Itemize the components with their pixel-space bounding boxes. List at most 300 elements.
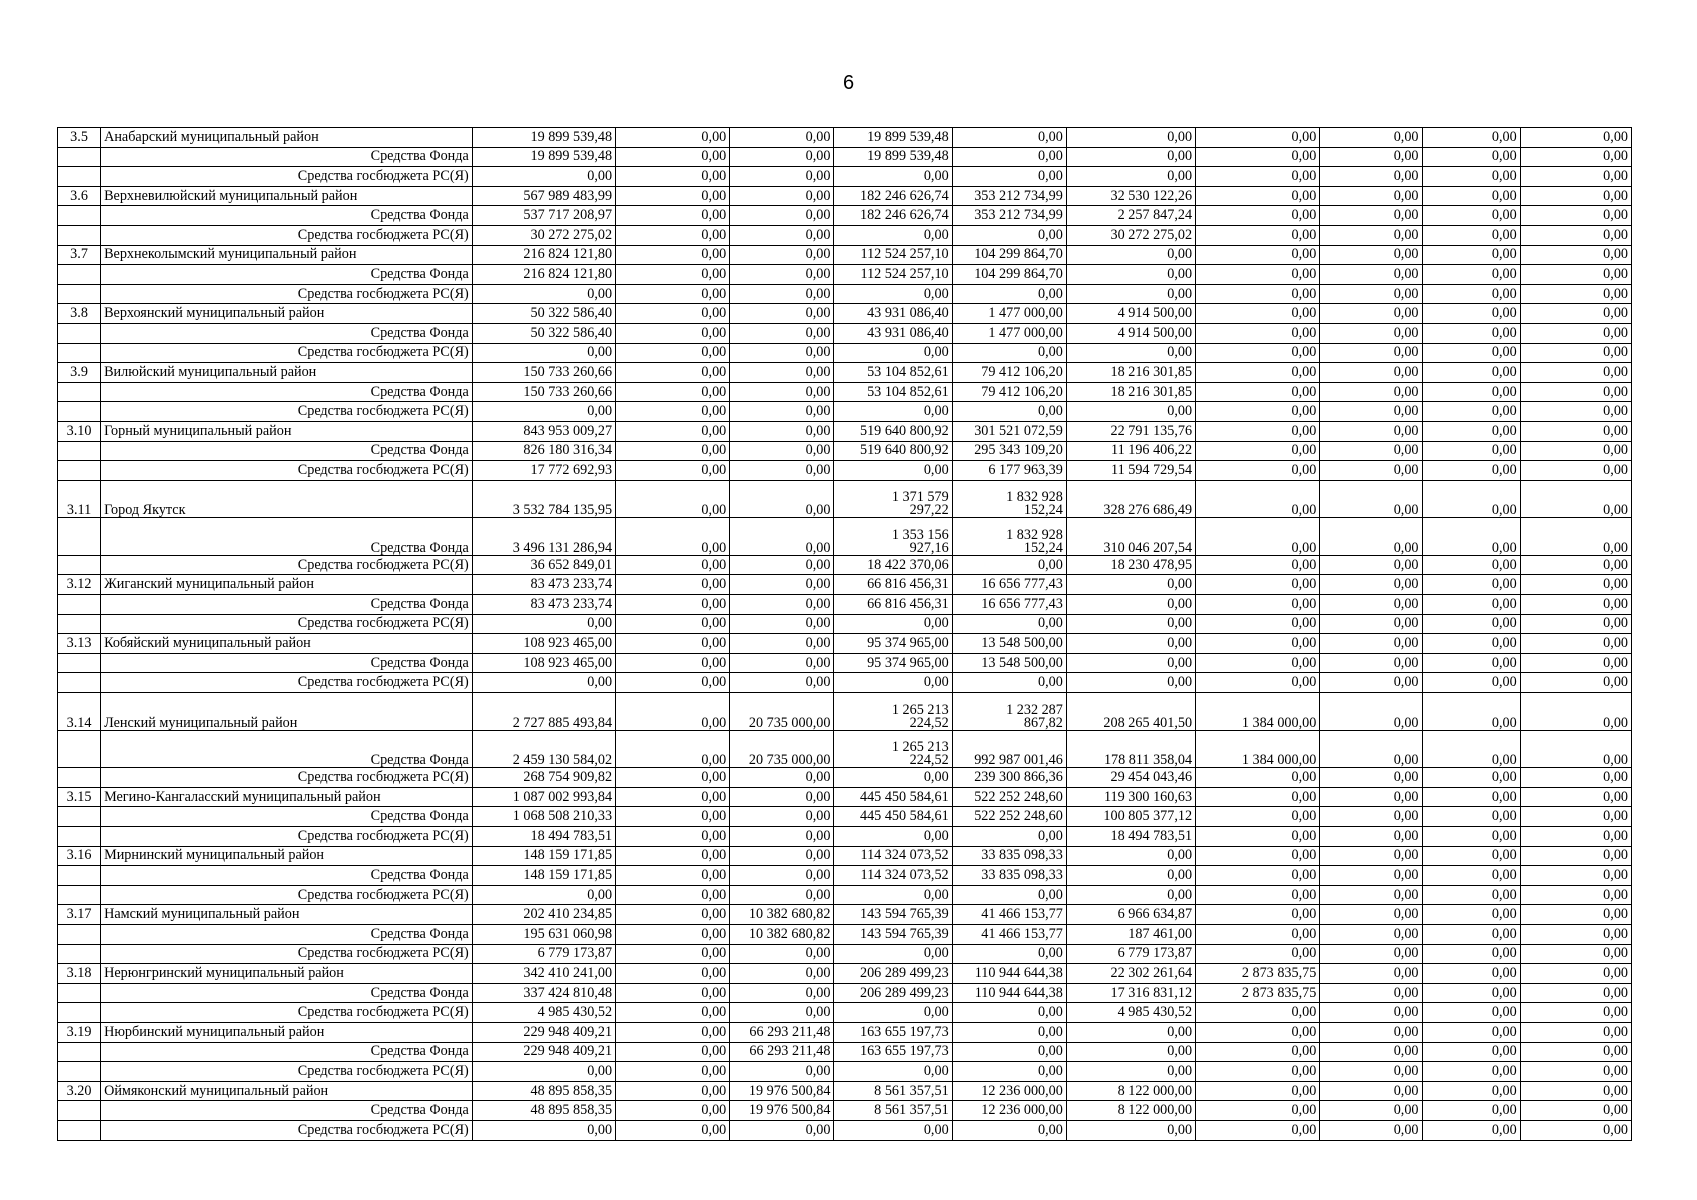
amount-cell: 0,00 <box>1422 480 1520 518</box>
row-index <box>58 343 101 363</box>
amount-cell: 19 899 539,48 <box>472 128 615 148</box>
amount-line: 297,22 <box>909 502 949 518</box>
amount-cell: 0,00 <box>1422 167 1520 187</box>
amount-cell: 0,00 <box>730 1003 834 1023</box>
amount-cell: 0,00 <box>472 1062 615 1082</box>
amount-cell: 50 322 586,40 <box>472 304 615 324</box>
amount-cell: 0,00 <box>472 343 615 363</box>
amount-cell: 0,00 <box>1422 1003 1520 1023</box>
district-name: Кобяйский муниципальный район <box>101 634 473 654</box>
amount-cell: 95 374 965,00 <box>834 653 952 673</box>
amount-cell: 0,00 <box>1422 614 1520 634</box>
amount-cell: 2 873 835,75 <box>1196 964 1320 984</box>
amount-cell: 0,00 <box>616 885 730 905</box>
amount-cell: 0,00 <box>616 575 730 595</box>
amount-cell: 208 265 401,50 <box>1066 693 1195 731</box>
amount-cell: 0,00 <box>1320 924 1422 944</box>
table-container <box>57 127 1632 1141</box>
district-name: Мирнинский муниципальный район <box>101 846 473 866</box>
amount-cell: 353 212 734,99 <box>952 206 1066 226</box>
amount-cell: 0,00 <box>616 807 730 827</box>
amount-cell: 18 230 478,95 <box>1066 555 1195 575</box>
funding-source: Средства Фонда <box>101 807 473 827</box>
amount-cell: 0,00 <box>1320 363 1422 383</box>
amount-cell: 0,00 <box>1320 673 1422 693</box>
amount-cell: 342 410 241,00 <box>472 964 615 984</box>
amount-cell: 0,00 <box>1520 363 1631 383</box>
amount-cell: 0,00 <box>616 1022 730 1042</box>
row-index <box>58 924 101 944</box>
amount-cell: 0,00 <box>1320 1042 1422 1062</box>
amount-cell: 36 652 849,01 <box>472 555 615 575</box>
amount-cell: 0,00 <box>616 983 730 1003</box>
amount-cell: 0,00 <box>1196 1022 1320 1042</box>
row-index <box>58 555 101 575</box>
amount-cell: 2 257 847,24 <box>1066 206 1195 226</box>
district-row <box>58 245 1632 265</box>
source-row <box>58 595 1632 615</box>
amount-cell: 0,00 <box>1520 402 1631 422</box>
funding-source: Средства Фонда <box>101 441 473 461</box>
amount-cell: 0,00 <box>730 421 834 441</box>
amount-cell: 0,00 <box>616 186 730 206</box>
amount-cell: 0,00 <box>1196 944 1320 964</box>
amount-cell <box>834 730 952 768</box>
amount-cell: 0,00 <box>1520 382 1631 402</box>
amount-cell: 0,00 <box>1520 827 1631 847</box>
funding-source: Средства Фонда <box>101 382 473 402</box>
amount-cell: 0,00 <box>616 128 730 148</box>
amount-cell: 8 122 000,00 <box>1066 1081 1195 1101</box>
amount-cell: 0,00 <box>1066 245 1195 265</box>
amount-cell: 0,00 <box>1066 575 1195 595</box>
amount-cell: 0,00 <box>1320 284 1422 304</box>
amount-cell: 0,00 <box>616 1101 730 1121</box>
amount-cell: 187 461,00 <box>1066 924 1195 944</box>
amount-cell: 1 384 000,00 <box>1196 730 1320 768</box>
amount-cell: 0,00 <box>1422 225 1520 245</box>
funding-source: Средства госбюджета РС(Я) <box>101 944 473 964</box>
amount-cell: 0,00 <box>616 363 730 383</box>
amount-cell: 0,00 <box>730 827 834 847</box>
amount-cell: 229 948 409,21 <box>472 1042 615 1062</box>
source-row <box>58 1042 1632 1062</box>
amount-cell: 0,00 <box>1066 885 1195 905</box>
amount-cell: 0,00 <box>1422 461 1520 481</box>
amount-cell: 0,00 <box>952 343 1066 363</box>
amount-cell: 0,00 <box>616 614 730 634</box>
table-body <box>58 128 1632 1141</box>
amount-cell: 0,00 <box>1196 206 1320 226</box>
amount-cell: 0,00 <box>1320 461 1422 481</box>
amount-cell: 79 412 106,20 <box>952 363 1066 383</box>
amount-cell: 0,00 <box>616 284 730 304</box>
amount-cell: 0,00 <box>616 905 730 925</box>
amount-cell: 0,00 <box>1196 265 1320 285</box>
amount-cell: 0,00 <box>1196 807 1320 827</box>
amount-cell: 0,00 <box>1066 595 1195 615</box>
amount-line: 1 353 156 <box>891 526 949 543</box>
amount-cell: 0,00 <box>952 1062 1066 1082</box>
amount-cell: 0,00 <box>616 693 730 731</box>
amount-cell: 16 656 777,43 <box>952 575 1066 595</box>
amount-cell: 83 473 233,74 <box>472 575 615 595</box>
amount-cell: 195 631 060,98 <box>472 924 615 944</box>
amount-cell: 8 122 000,00 <box>1066 1101 1195 1121</box>
row-index: 3.12 <box>58 575 101 595</box>
amount-cell: 0,00 <box>472 673 615 693</box>
source-row <box>58 983 1632 1003</box>
amount-cell: 0,00 <box>1196 1101 1320 1121</box>
amount-cell: 0,00 <box>730 614 834 634</box>
funding-source: Средства Фонда <box>101 518 473 556</box>
source-row <box>58 206 1632 226</box>
amount-cell: 0,00 <box>1520 1081 1631 1101</box>
amount-cell: 0,00 <box>1422 1101 1520 1121</box>
amount-cell: 0,00 <box>1196 846 1320 866</box>
funding-source: Средства госбюджета РС(Я) <box>101 402 473 422</box>
amount-cell: 0,00 <box>1520 186 1631 206</box>
amount-cell: 0,00 <box>1422 1120 1520 1140</box>
amount-cell: 0,00 <box>1320 167 1422 187</box>
amount-cell: 0,00 <box>730 964 834 984</box>
amount-cell: 519 640 800,92 <box>834 421 952 441</box>
funding-source: Средства госбюджета РС(Я) <box>101 1062 473 1082</box>
amount-cell: 0,00 <box>1422 595 1520 615</box>
row-index <box>58 614 101 634</box>
amount-cell: 0,00 <box>1196 595 1320 615</box>
row-index: 3.20 <box>58 1081 101 1101</box>
amount-cell: 0,00 <box>730 846 834 866</box>
amount-cell: 0,00 <box>1422 924 1520 944</box>
amount-cell: 0,00 <box>1422 147 1520 167</box>
amount-cell: 0,00 <box>1422 363 1520 383</box>
amount-cell: 0,00 <box>616 441 730 461</box>
amount-cell: 0,00 <box>834 944 952 964</box>
page-number: 6 <box>842 72 855 94</box>
amount-cell: 8 561 357,51 <box>834 1101 952 1121</box>
amount-cell: 0,00 <box>1422 807 1520 827</box>
amount-cell: 0,00 <box>616 1042 730 1062</box>
amount-cell: 0,00 <box>1196 402 1320 422</box>
amount-cell: 0,00 <box>1422 768 1520 788</box>
amount-cell <box>952 693 1066 731</box>
amount-cell: 19 899 539,48 <box>834 128 952 148</box>
amount-cell: 0,00 <box>1422 905 1520 925</box>
amount-cell: 0,00 <box>1320 518 1422 556</box>
source-row <box>58 1120 1632 1140</box>
row-index: 3.6 <box>58 186 101 206</box>
source-row <box>58 343 1632 363</box>
amount-cell: 0,00 <box>616 768 730 788</box>
amount-cell: 17 316 831,12 <box>1066 983 1195 1003</box>
amount-cell: 0,00 <box>1520 461 1631 481</box>
amount-cell: 0,00 <box>1196 905 1320 925</box>
amount-cell: 0,00 <box>834 614 952 634</box>
amount-cell: 19 899 539,48 <box>472 147 615 167</box>
amount-cell: 0,00 <box>730 343 834 363</box>
amount-cell: 0,00 <box>1520 343 1631 363</box>
amount-cell: 0,00 <box>1196 167 1320 187</box>
amount-cell: 43 931 086,40 <box>834 323 952 343</box>
amount-cell: 0,00 <box>952 827 1066 847</box>
amount-cell: 0,00 <box>1422 128 1520 148</box>
amount-cell: 0,00 <box>952 673 1066 693</box>
source-row <box>58 1101 1632 1121</box>
amount-cell: 843 953 009,27 <box>472 421 615 441</box>
row-index <box>58 983 101 1003</box>
amount-cell: 6 779 173,87 <box>472 944 615 964</box>
amount-cell: 229 948 409,21 <box>472 1022 615 1042</box>
district-row <box>58 1022 1632 1042</box>
amount-cell: 0,00 <box>1422 944 1520 964</box>
source-row <box>58 402 1632 422</box>
amount-cell: 0,00 <box>1196 1081 1320 1101</box>
amount-cell: 0,00 <box>730 944 834 964</box>
amount-cell: 1 384 000,00 <box>1196 693 1320 731</box>
district-name: Оймяконский муниципальный район <box>101 1081 473 1101</box>
amount-cell: 0,00 <box>1320 186 1422 206</box>
amount-cell: 0,00 <box>1320 441 1422 461</box>
amount-cell: 0,00 <box>1196 421 1320 441</box>
funding-source: Средства госбюджета РС(Я) <box>101 1003 473 1023</box>
district-name: Горный муниципальный район <box>101 421 473 441</box>
district-name: Вилюйский муниципальный район <box>101 363 473 383</box>
amount-cell: 0,00 <box>1196 1062 1320 1082</box>
amount-cell: 0,00 <box>616 206 730 226</box>
amount-cell: 992 987 001,46 <box>952 730 1066 768</box>
row-index: 3.14 <box>58 693 101 731</box>
row-index <box>58 1120 101 1140</box>
amount-cell: 328 276 686,49 <box>1066 480 1195 518</box>
amount-cell: 0,00 <box>1320 866 1422 886</box>
district-row <box>58 787 1632 807</box>
amount-cell: 0,00 <box>1196 768 1320 788</box>
amount-cell: 0,00 <box>730 402 834 422</box>
amount-cell: 108 923 465,00 <box>472 653 615 673</box>
amount-cell: 0,00 <box>1196 634 1320 654</box>
amount-cell: 0,00 <box>1422 343 1520 363</box>
amount-cell: 104 299 864,70 <box>952 245 1066 265</box>
funding-source: Средства Фонда <box>101 595 473 615</box>
amount-cell: 0,00 <box>730 866 834 886</box>
funding-source: Средства Фонда <box>101 653 473 673</box>
amount-cell: 0,00 <box>730 1062 834 1082</box>
amount-cell: 150 733 260,66 <box>472 382 615 402</box>
amount-cell: 0,00 <box>1520 787 1631 807</box>
amount-cell: 66 293 211,48 <box>730 1042 834 1062</box>
amount-cell: 0,00 <box>1422 575 1520 595</box>
amount-cell: 0,00 <box>1320 1120 1422 1140</box>
amount-cell: 0,00 <box>1422 382 1520 402</box>
amount-cell: 445 450 584,61 <box>834 807 952 827</box>
amount-line: 152,24 <box>1023 502 1063 518</box>
amount-cell: 0,00 <box>1066 614 1195 634</box>
amount-cell: 0,00 <box>616 147 730 167</box>
amount-cell: 0,00 <box>1422 284 1520 304</box>
amount-cell: 0,00 <box>730 983 834 1003</box>
row-index <box>58 768 101 788</box>
amount-cell: 0,00 <box>1520 167 1631 187</box>
source-row <box>58 518 1632 556</box>
amount-cell: 0,00 <box>1320 595 1422 615</box>
amount-cell: 0,00 <box>1196 1003 1320 1023</box>
amount-cell: 0,00 <box>1196 653 1320 673</box>
amount-cell: 0,00 <box>1196 245 1320 265</box>
amount-cell: 0,00 <box>1320 730 1422 768</box>
amount-cell: 0,00 <box>1066 402 1195 422</box>
amount-cell: 0,00 <box>1520 866 1631 886</box>
amount-cell: 0,00 <box>834 673 952 693</box>
funding-source: Средства Фонда <box>101 1042 473 1062</box>
amount-cell: 0,00 <box>616 827 730 847</box>
amount-cell: 0,00 <box>952 1042 1066 1062</box>
row-index <box>58 323 101 343</box>
amount-cell: 18 216 301,85 <box>1066 382 1195 402</box>
amount-cell: 537 717 208,97 <box>472 206 615 226</box>
amount-line: 1 232 287 <box>1006 701 1063 718</box>
amount-cell: 0,00 <box>834 1120 952 1140</box>
amount-cell: 0,00 <box>730 807 834 827</box>
amount-cell: 0,00 <box>834 461 952 481</box>
district-row <box>58 480 1632 518</box>
amount-cell: 12 236 000,00 <box>952 1081 1066 1101</box>
amount-cell: 0,00 <box>1320 245 1422 265</box>
row-index: 3.15 <box>58 787 101 807</box>
amount-cell: 0,00 <box>1422 518 1520 556</box>
row-index <box>58 827 101 847</box>
district-row <box>58 421 1632 441</box>
row-index: 3.7 <box>58 245 101 265</box>
amount-cell: 8 561 357,51 <box>834 1081 952 1101</box>
amount-cell: 0,00 <box>1066 1022 1195 1042</box>
amount-cell: 17 772 692,93 <box>472 461 615 481</box>
amount-cell: 19 899 539,48 <box>834 147 952 167</box>
amount-cell: 0,00 <box>616 421 730 441</box>
amount-cell: 0,00 <box>730 128 834 148</box>
source-row <box>58 866 1632 886</box>
district-name: Город Якутск <box>101 480 473 518</box>
district-name: Верхоянский муниципальный район <box>101 304 473 324</box>
source-row <box>58 885 1632 905</box>
amount-cell: 0,00 <box>1520 807 1631 827</box>
amount-cell: 0,00 <box>730 284 834 304</box>
amount-cell: 0,00 <box>834 768 952 788</box>
amount-cell: 0,00 <box>730 265 834 285</box>
amount-cell: 0,00 <box>1066 343 1195 363</box>
row-index: 3.9 <box>58 363 101 383</box>
amount-cell: 0,00 <box>1520 128 1631 148</box>
amount-cell: 206 289 499,23 <box>834 964 952 984</box>
district-row <box>58 693 1632 731</box>
amount-cell: 206 289 499,23 <box>834 983 952 1003</box>
amount-cell: 0,00 <box>616 634 730 654</box>
amount-line: 152,24 <box>1023 539 1063 556</box>
amount-cell <box>952 518 1066 556</box>
amount-cell: 0,00 <box>1196 128 1320 148</box>
amount-cell: 0,00 <box>1520 225 1631 245</box>
amount-cell: 0,00 <box>952 944 1066 964</box>
amount-cell: 0,00 <box>1520 518 1631 556</box>
amount-cell: 0,00 <box>616 167 730 187</box>
amount-cell: 0,00 <box>952 402 1066 422</box>
amount-cell: 0,00 <box>1520 555 1631 575</box>
row-index <box>58 1101 101 1121</box>
funding-source: Средства Фонда <box>101 265 473 285</box>
amount-cell: 0,00 <box>1520 480 1631 518</box>
amount-cell: 0,00 <box>1320 653 1422 673</box>
row-index <box>58 402 101 422</box>
amount-cell: 108 923 465,00 <box>472 634 615 654</box>
amount-cell: 0,00 <box>952 614 1066 634</box>
amount-cell: 0,00 <box>1066 634 1195 654</box>
amount-cell: 0,00 <box>1320 480 1422 518</box>
amount-cell: 18 422 370,06 <box>834 555 952 575</box>
amount-cell: 18 494 783,51 <box>1066 827 1195 847</box>
amount-cell: 0,00 <box>1422 983 1520 1003</box>
amount-cell: 178 811 358,04 <box>1066 730 1195 768</box>
amount-cell: 0,00 <box>1196 461 1320 481</box>
amount-cell: 33 835 098,33 <box>952 866 1066 886</box>
row-index: 3.10 <box>58 421 101 441</box>
amount-cell: 0,00 <box>1196 147 1320 167</box>
source-row <box>58 441 1632 461</box>
amount-cell: 18 216 301,85 <box>1066 363 1195 383</box>
amount-cell: 0,00 <box>730 768 834 788</box>
row-index <box>58 807 101 827</box>
source-row <box>58 653 1632 673</box>
amount-cell: 0,00 <box>730 245 834 265</box>
amount-cell: 0,00 <box>472 1120 615 1140</box>
amount-cell: 0,00 <box>616 225 730 245</box>
amount-cell: 32 530 122,26 <box>1066 186 1195 206</box>
amount-cell: 12 236 000,00 <box>952 1101 1066 1121</box>
amount-cell: 445 450 584,61 <box>834 787 952 807</box>
amount-cell: 2 873 835,75 <box>1196 983 1320 1003</box>
row-index <box>58 885 101 905</box>
source-row <box>58 673 1632 693</box>
amount-cell: 148 159 171,85 <box>472 846 615 866</box>
amount-cell: 0,00 <box>730 186 834 206</box>
amount-cell: 0,00 <box>616 1003 730 1023</box>
amount-cell: 0,00 <box>952 1022 1066 1042</box>
amount-cell: 0,00 <box>834 885 952 905</box>
funding-source: Средства Фонда <box>101 206 473 226</box>
amount-cell: 0,00 <box>952 284 1066 304</box>
amount-cell: 337 424 810,48 <box>472 983 615 1003</box>
amount-cell: 0,00 <box>1320 225 1422 245</box>
source-row <box>58 730 1632 768</box>
amount-cell: 0,00 <box>1066 284 1195 304</box>
row-index <box>58 284 101 304</box>
amount-cell <box>834 518 952 556</box>
amount-cell: 0,00 <box>1320 787 1422 807</box>
amount-cell: 0,00 <box>472 402 615 422</box>
row-index: 3.5 <box>58 128 101 148</box>
amount-cell: 0,00 <box>1422 402 1520 422</box>
row-index <box>58 265 101 285</box>
funding-source: Средства госбюджета РС(Я) <box>101 1120 473 1140</box>
amount-cell: 0,00 <box>952 128 1066 148</box>
funding-source: Средства госбюджета РС(Я) <box>101 614 473 634</box>
row-index: 3.13 <box>58 634 101 654</box>
amount-cell: 0,00 <box>730 441 834 461</box>
district-name: Нюрбинский муниципальный район <box>101 1022 473 1042</box>
amount-cell: 0,00 <box>1196 1042 1320 1062</box>
amount-cell: 0,00 <box>730 382 834 402</box>
amount-cell: 0,00 <box>1422 653 1520 673</box>
amount-cell: 0,00 <box>616 866 730 886</box>
